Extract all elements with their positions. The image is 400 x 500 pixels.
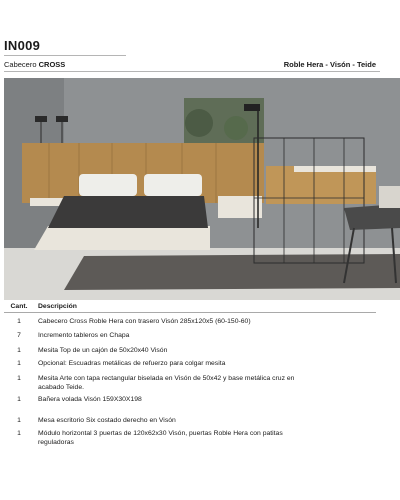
table-row (4, 318, 376, 327)
row-qty: 7 (17, 332, 21, 339)
chair-cushion (379, 186, 400, 208)
bedroom-illustration (4, 78, 400, 300)
row-qty: 1 (17, 396, 21, 403)
plant-right (224, 116, 248, 140)
parts-table (4, 303, 376, 446)
row-qty: 1 (17, 347, 21, 354)
table-row (4, 375, 376, 392)
row-description: Mesita Arte con tapa rectangular biselada en Visón de 50x42 y base metálica cruz en acabado Teide. (38, 375, 295, 391)
row-description: Incremento tableros en Chapa (38, 332, 130, 339)
duvet (48, 196, 208, 228)
row-description: Mesita Top de un cajón de 50x20x40 Visón (38, 347, 168, 354)
table-row (4, 347, 376, 356)
table-row (4, 360, 376, 369)
bedroom-photo (4, 78, 400, 300)
row-qty: 1 (17, 430, 21, 437)
table-row (4, 396, 376, 405)
header-divider (4, 71, 380, 72)
row-description: Bañera volada Visón 159X30X198 (38, 396, 142, 403)
lamp-left-1 (35, 116, 47, 122)
description-column-header: Descripción (38, 303, 77, 310)
product-subtitle (4, 60, 65, 69)
row-qty: 1 (17, 417, 21, 424)
subtitle-prefix: Cabecero (4, 60, 37, 69)
row-description: Cabecero Cross Roble Hera con trasero Visón 285x120x5 (60-150-60) (38, 318, 251, 325)
finish-label: Roble Hera - Visón - Teide (283, 60, 376, 69)
floor-lamp-head (244, 104, 260, 111)
row-qty: 1 (17, 318, 21, 325)
row-description: Mesa escritorio Six costado derecho en Visón (38, 417, 176, 424)
row-description: Módulo horizontal 3 puertas de 120x62x30 Visón, puertas Roble Hera con patitas reguladoras (38, 430, 283, 446)
row-qty: 1 (17, 375, 21, 382)
plant-left (185, 109, 213, 137)
table-row (4, 417, 376, 426)
row-qty: 1 (17, 360, 21, 367)
bed-platform (34, 226, 210, 250)
title-divider (4, 55, 126, 56)
rug (64, 254, 400, 290)
wood-headboard (22, 143, 264, 203)
table-header (4, 303, 376, 313)
qty-column-header: Cant. (10, 303, 28, 310)
lamp-left-2 (56, 116, 68, 122)
nightstand-right (218, 196, 262, 218)
pillow-left (79, 174, 137, 196)
row-description: Opcional: Escuadras metálicas de refuerzo para colgar mesita (38, 360, 226, 367)
table-row (4, 430, 376, 447)
pillow-right (144, 174, 202, 196)
table-row (4, 332, 376, 341)
product-code: IN009 (4, 38, 41, 53)
subtitle-model: CROSS (38, 60, 66, 69)
